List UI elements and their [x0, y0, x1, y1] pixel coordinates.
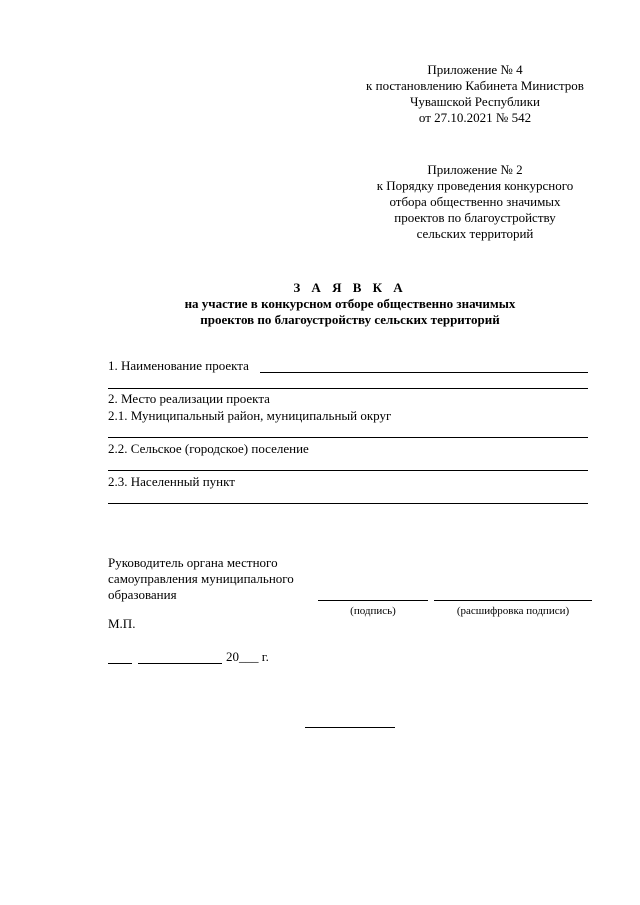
date-year-label: 20___ г.: [226, 649, 269, 664]
appendix-2-line-1: Приложение № 2: [427, 162, 523, 177]
closing-separator: [305, 727, 395, 728]
signature-decoding-caption: (расшифровка подписи): [456, 605, 570, 617]
title-subtitle-1: на участие в конкурсном отборе общественно значимых: [184, 296, 516, 311]
municipal-district-label: 2.1. Муниципальный район, муниципальный округ: [108, 408, 392, 423]
appendix-2-line-5: сельских территорий: [416, 226, 534, 241]
project-location-label: 2. Место реализации проекта: [108, 391, 270, 406]
appendix-4-line-4: от 27.10.2021 № 542: [418, 110, 532, 125]
settlement-label: 2.2. Сельское (городское) поселение: [108, 441, 309, 456]
appendix-4-line-3: Чувашской Республики: [409, 94, 541, 109]
head-title-line-1: Руководитель органа местного: [108, 555, 278, 570]
stamp-label: М.П.: [108, 616, 136, 631]
signature-decoding-field[interactable]: [434, 600, 592, 601]
date-day-field[interactable]: [108, 663, 132, 664]
title-subtitle-2: проектов по благоустройству сельских территорий: [200, 312, 500, 327]
date-month-field[interactable]: [138, 663, 222, 664]
document-title: [100, 280, 600, 328]
appendix-2-line-2: к Порядку проведения конкурсного: [376, 178, 574, 193]
locality-field[interactable]: [108, 503, 588, 504]
settlement-field[interactable]: [108, 470, 588, 471]
head-title-line-2: самоуправления муниципального: [108, 571, 294, 586]
head-title-line-3: образования: [108, 587, 177, 602]
appendix-2-line-3: отбора общественно значимых: [389, 194, 561, 209]
project-name-label: 1. Наименование проекта: [108, 358, 249, 373]
signature-field[interactable]: [318, 600, 428, 601]
municipal-district-field[interactable]: [108, 437, 588, 438]
appendix-2-header: [340, 162, 610, 242]
appendix-4-line-1: Приложение № 4: [427, 62, 523, 77]
appendix-4-line-2: к постановлению Кабинета Министров: [366, 78, 584, 93]
signature-caption: (подпись): [350, 605, 396, 617]
title-main: З А Я В К А: [293, 280, 407, 295]
project-name-field-continuation[interactable]: [108, 388, 588, 389]
locality-label: 2.3. Населенный пункт: [108, 474, 235, 489]
project-name-field[interactable]: [260, 372, 588, 373]
appendix-4-header: [340, 62, 610, 126]
appendix-2-line-4: проектов по благоустройству: [394, 210, 556, 225]
